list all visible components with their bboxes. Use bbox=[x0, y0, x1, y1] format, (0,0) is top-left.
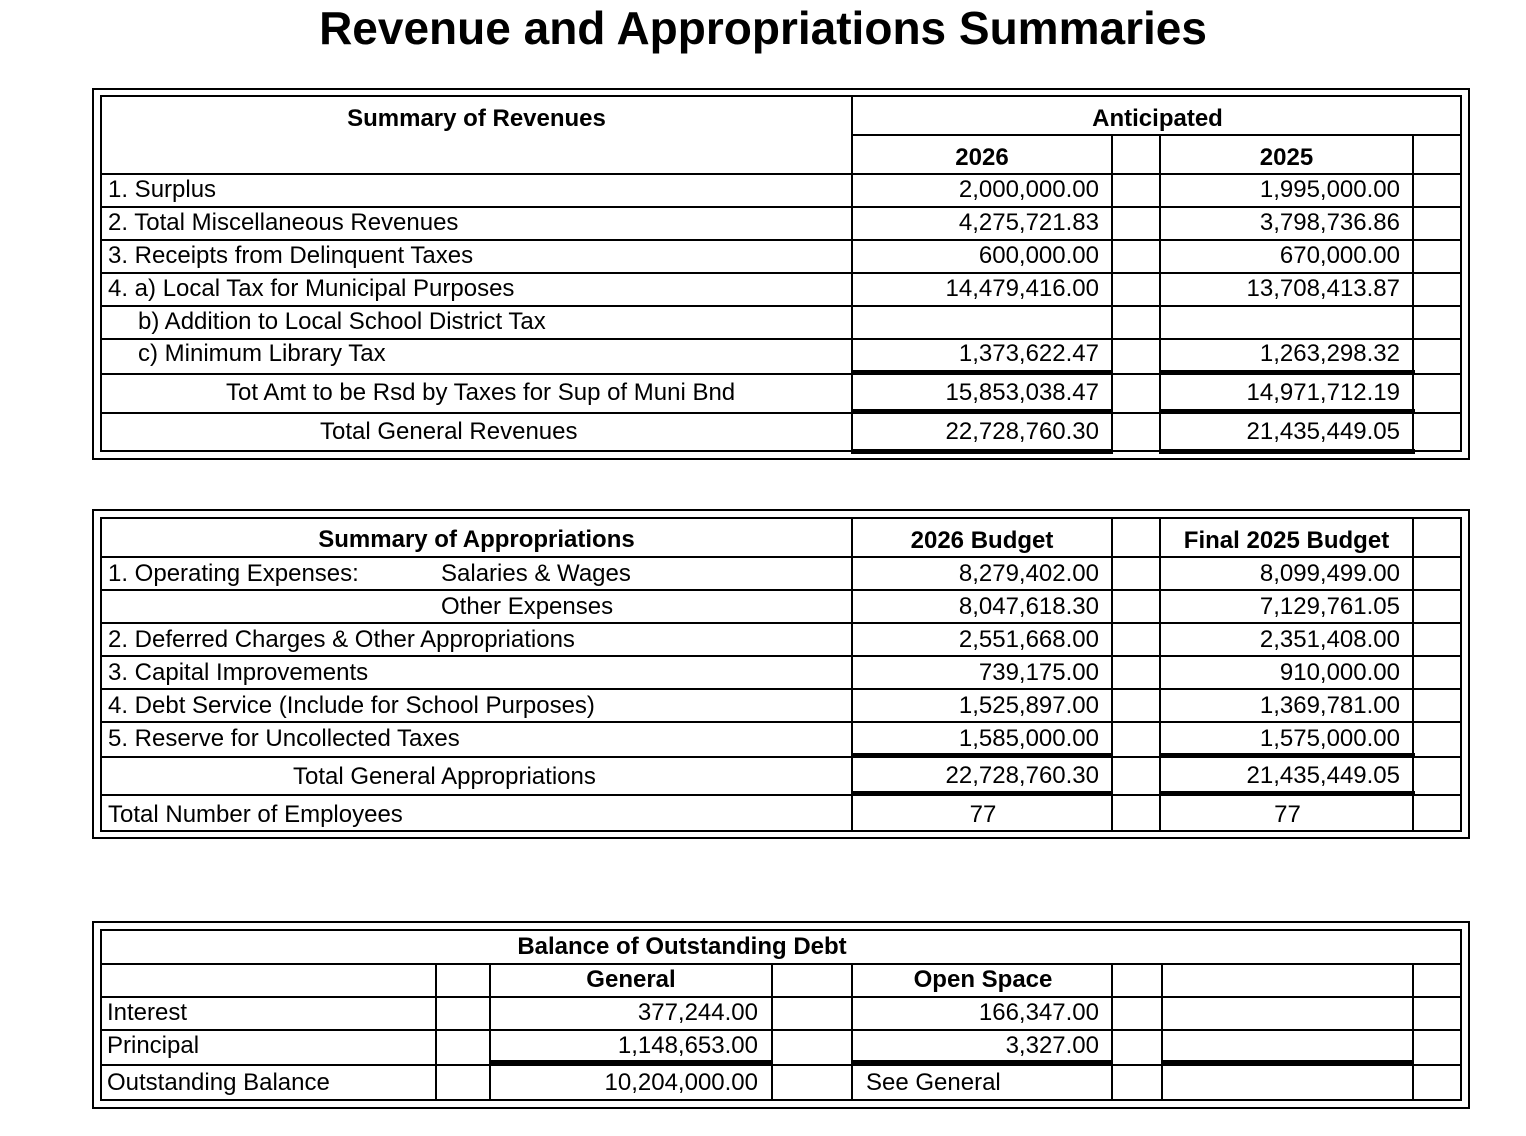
value-2025: 1,995,000.00 bbox=[1259, 176, 1400, 203]
row-label: Interest bbox=[107, 999, 188, 1026]
row-label: 3. Receipts from Delinquent Taxes bbox=[108, 242, 474, 269]
row-label: 3. Capital Improvements bbox=[108, 659, 369, 686]
value-2026: 600,000.00 bbox=[978, 242, 1099, 269]
page-title: Revenue and Appropriations Summaries bbox=[319, 2, 1207, 54]
value-2026: 77 bbox=[969, 801, 997, 828]
row-label: 2. Total Miscellaneous Revenues bbox=[108, 209, 459, 236]
value-2026: 14,479,416.00 bbox=[945, 275, 1099, 302]
value-2025: 1,369,781.00 bbox=[1259, 692, 1400, 719]
col-2026-header: 2026 bbox=[955, 144, 1009, 171]
value-open-space: See General bbox=[866, 1069, 1001, 1096]
value-2025: 670,000.00 bbox=[1279, 242, 1400, 269]
row-label: Total General Revenues bbox=[320, 418, 578, 445]
value-2026: 2,000,000.00 bbox=[958, 176, 1099, 203]
value-2025: 1,263,298.32 bbox=[1259, 340, 1400, 367]
value-2025: 2,351,408.00 bbox=[1259, 626, 1400, 653]
value-2026: 4,275,721.83 bbox=[958, 209, 1099, 236]
value-2025: 3,798,736.86 bbox=[1259, 209, 1400, 236]
value-2026: 22,728,760.30 bbox=[945, 762, 1099, 789]
value-2025: 8,099,499.00 bbox=[1259, 560, 1400, 587]
value-2026: 15,853,038.47 bbox=[945, 379, 1099, 406]
row-label: 1. Operating Expenses: bbox=[108, 560, 359, 587]
row-label: 4. a) Local Tax for Municipal Purposes bbox=[108, 275, 515, 302]
value-2025: 77 bbox=[1274, 801, 1301, 828]
value-general: 1,148,653.00 bbox=[617, 1032, 758, 1059]
row-label: Tot Amt to be Rsd by Taxes for Sup of Muni Bnd bbox=[226, 379, 736, 406]
value-2026: 22,728,760.30 bbox=[945, 418, 1099, 445]
anticipated-header: Anticipated bbox=[1092, 105, 1223, 132]
revenues-heading: Summary of Revenues bbox=[347, 105, 606, 132]
value-2025: 21,435,449.05 bbox=[1246, 762, 1400, 789]
appropriations-heading: Summary of Appropriations bbox=[318, 526, 635, 553]
debt-heading-text: Balance of Outstanding Debt bbox=[517, 933, 847, 960]
value-2025: 7,129,761.05 bbox=[1259, 593, 1400, 620]
row-label: Outstanding Balance bbox=[107, 1069, 330, 1096]
col-open-space-header: Open Space bbox=[913, 966, 1053, 993]
row-label: 4. Debt Service (Include for School Purposes) bbox=[108, 692, 595, 719]
value-open-space: 166,347.00 bbox=[978, 999, 1099, 1026]
row-label: b) Addition to Local School District Tax bbox=[138, 308, 546, 335]
value-2026: 739,175.00 bbox=[978, 659, 1099, 686]
value-2026: 8,047,618.30 bbox=[958, 593, 1099, 620]
value-2025: 21,435,449.05 bbox=[1246, 418, 1400, 445]
row-label: 1. Surplus bbox=[108, 176, 217, 203]
row-label: Total Number of Employees bbox=[108, 801, 403, 828]
row-sublabel: Salaries & Wages bbox=[441, 560, 631, 587]
row-label: Principal bbox=[107, 1032, 200, 1059]
value-2025: 910,000.00 bbox=[1279, 659, 1400, 686]
row-sublabel: Other Expenses bbox=[441, 593, 614, 620]
row-label: 2. Deferred Charges & Other Appropriations bbox=[108, 626, 575, 653]
col-general-header: General bbox=[586, 966, 676, 993]
value-open-space: 3,327.00 bbox=[1005, 1032, 1099, 1059]
value-2026: 2,551,668.00 bbox=[958, 626, 1099, 653]
col-final-2025-budget-header: Final 2025 Budget bbox=[1183, 527, 1390, 554]
col-2025-header: 2025 bbox=[1259, 144, 1314, 171]
value-general: 10,204,000.00 bbox=[604, 1069, 758, 1096]
row-label: 5. Reserve for Uncollected Taxes bbox=[108, 725, 460, 752]
value-general: 377,244.00 bbox=[637, 999, 758, 1026]
value-2026: 8,279,402.00 bbox=[958, 560, 1099, 587]
col-2026-budget-header: 2026 Budget bbox=[910, 527, 1054, 554]
debt-heading bbox=[102, 932, 1462, 962]
value-2025: 14,971,712.19 bbox=[1246, 379, 1400, 406]
row-label: c) Minimum Library Tax bbox=[138, 340, 386, 367]
value-2025: 13,708,413.87 bbox=[1246, 275, 1400, 302]
value-2025: 1,575,000.00 bbox=[1259, 725, 1400, 752]
value-2026: 1,373,622.47 bbox=[958, 340, 1099, 367]
row-label: Total General Appropriations bbox=[293, 763, 596, 790]
value-2026: 1,525,897.00 bbox=[958, 692, 1099, 719]
value-2026: 1,585,000.00 bbox=[958, 725, 1099, 752]
